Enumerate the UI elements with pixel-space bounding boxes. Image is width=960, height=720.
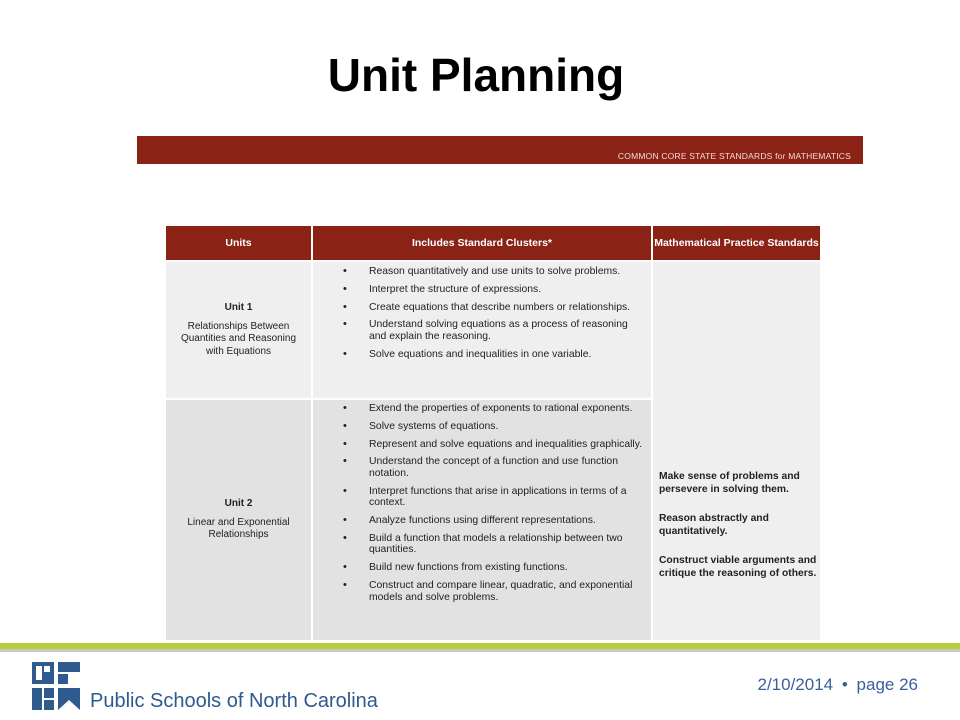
list-item: • Interpret the structure of expressions. [369,284,643,296]
list-item: • Build a function that models a relationship between two quantities. [369,533,643,556]
unit-planning-table [166,226,820,640]
list-item: • Solve systems of equations. [369,421,643,433]
slide-title: Unit Planning [327,49,625,101]
separator-bullet: • [841,675,848,694]
unit2-number: Unit 2 [224,498,253,510]
list-item: • Solve equations and inequalities in one variable. [369,349,643,361]
unit1-cell [166,262,311,398]
practice-standards-cell [653,262,820,640]
org-name: Public Schools of North Carolina [90,690,378,712]
list-item: • Understand solving equations as a process of reasoning and explain the reasoning. [369,319,643,342]
list-item: • Understand the concept of a function and use function notation. [369,456,643,479]
header-practice: Mathematical Practice Standards [653,226,820,260]
practice-standard: Make sense of problems and persevere in solving them. [659,471,800,495]
practice-standard: Reason abstractly and quantitatively. [659,513,769,537]
practice-standard: Construct viable arguments and critique the reasoning of others. [659,555,817,579]
ccss-banner [137,136,863,164]
list-item: • Represent and solve equations and inequalities graphically. [369,439,643,451]
footer-bar-grey [0,649,960,652]
unit2-clusters [313,400,651,640]
page-number: page 26 [856,675,918,694]
unit1-number: Unit 1 [224,302,253,313]
unit1-clusters [313,262,651,398]
practice-standards-list [659,470,819,596]
date-page [757,675,918,695]
list-item: • Analyze functions using different representations. [369,515,643,527]
ncdpi-logo-icon [32,660,84,712]
list-item: • Create equations that describe numbers or relationships. [369,302,643,314]
header-units: Units [166,226,311,260]
list-item: • Construct and compare linear, quadratic, and exponential models and solve problems. [369,580,643,603]
slide-date: 2/10/2014 [757,675,834,694]
list-item: • Reason quantitatively and use units to solve problems. [369,266,643,278]
list-item: • Interpret functions that arise in applications in terms of a context. [369,486,643,509]
unit1-title: Relationships Between Quantities and Reasoning with Equations [180,320,297,357]
list-item: • Extend the properties of exponents to rational exponents. [369,403,643,415]
unit2-cell [166,400,311,640]
banner-text: COMMON CORE STATE STANDARDS for MATHEMATICS [617,151,851,161]
list-item: • Build new functions from existing functions. [369,562,643,574]
header-clusters: Includes Standard Clusters* [313,226,651,260]
unit2-title: Linear and Exponential Relationships [187,516,290,541]
